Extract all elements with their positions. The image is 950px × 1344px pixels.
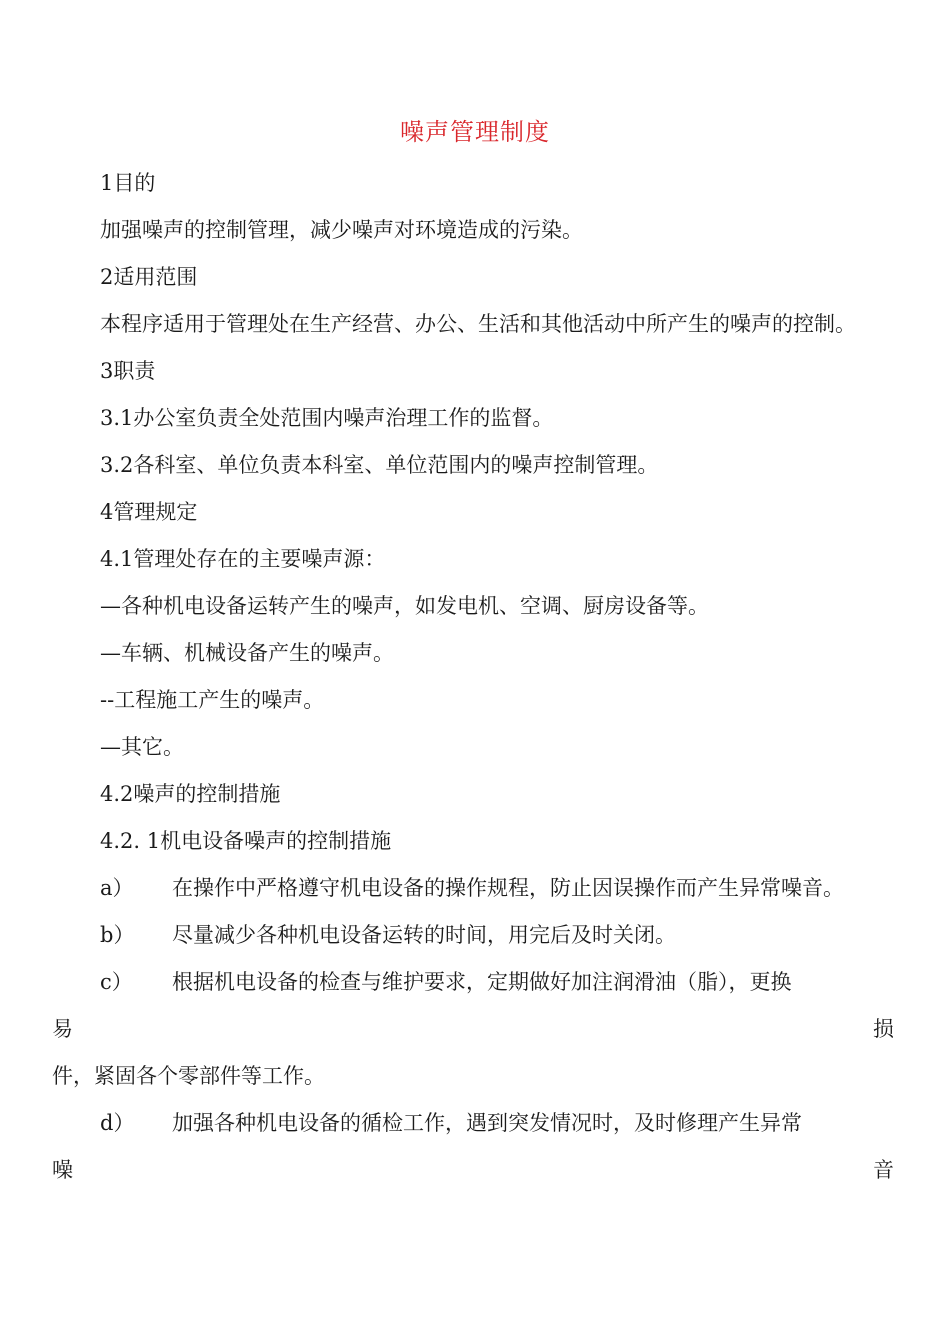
section-2-text: 本程序适用于管理处在生产经营、办公、生活和其他活动中所产生的噪声的控制。 (100, 312, 856, 336)
measure-c-text-line1: 根据机电设备的检查与维护要求，定期做好加注润滑油（脂），更换 (172, 970, 792, 994)
measure-d-mark: d） (100, 1111, 135, 1135)
measure-d-text-right: 音 (873, 1158, 894, 1182)
section-4-2-heading: 4.2噪声的控制措施 (100, 782, 281, 806)
section-4-1-heading: 4.1管理处存在的主要噪声源： (100, 547, 386, 571)
measure-c-spread-line (52, 1006, 894, 1053)
measure-d-text-left: 噪 (52, 1158, 73, 1182)
noise-source-item: —其它。 (100, 735, 184, 759)
measure-b (52, 912, 894, 959)
section-4-heading: 4管理规定 (100, 500, 198, 524)
measure-c-text-left: 易 (52, 1017, 73, 1041)
measure-c-text-right: 损 (873, 1017, 894, 1041)
section-1-heading: 1目的 (100, 171, 156, 195)
section-3-heading: 3职责 (100, 359, 156, 383)
document-title: 噪声管理制度 (400, 118, 550, 146)
section-3-1-text: 3.1办公室负责全处范围内噪声治理工作的监督。 (100, 406, 554, 430)
section-1-text: 加强噪声的控制管理，减少噪声对环境造成的污染。 (100, 218, 583, 242)
measure-d-spread-line (52, 1147, 894, 1194)
measure-d (52, 1100, 894, 1147)
measure-c-text-line3: 件，紧固各个零部件等工作。 (52, 1064, 325, 1088)
noise-source-item: —车辆、机械设备产生的噪声。 (100, 641, 394, 665)
section-4-2-1-heading: 4.2. 1机电设备噪声的控制措施 (100, 829, 392, 853)
measure-c (52, 959, 894, 1006)
document-body (52, 160, 894, 1194)
measure-d-text-line1: 加强各种机电设备的循检工作，遇到突发情况时，及时修理产生异常 (172, 1111, 802, 1135)
measure-b-mark: b） (100, 923, 135, 947)
measure-a (52, 865, 894, 912)
section-2-heading: 2适用范围 (100, 265, 198, 289)
measure-b-text: 尽量减少各种机电设备运转的时间，用完后及时关闭。 (172, 923, 676, 947)
measure-a-text: 在操作中严格遵守机电设备的操作规程，防止因误操作而产生异常噪音。 (172, 876, 844, 900)
measure-c-mark: c） (100, 970, 133, 994)
section-3-2-text: 3.2各科室、单位负责本科室、单位范围内的噪声控制管理。 (100, 453, 659, 477)
noise-source-item: —各种机电设备运转产生的噪声，如发电机、空调、厨房设备等。 (100, 594, 709, 618)
noise-source-item: --工程施工产生的噪声。 (100, 688, 325, 712)
measure-a-mark: a） (100, 876, 134, 900)
